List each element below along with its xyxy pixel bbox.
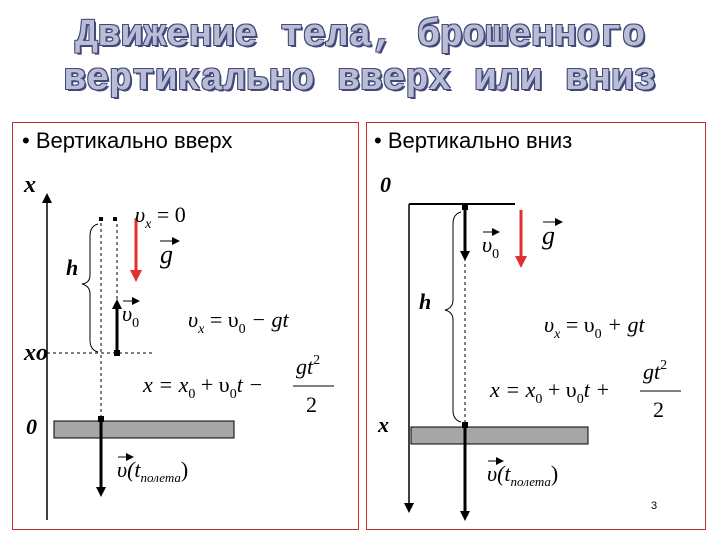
left-final-velocity: $\upsilon(t_{полета})$ — [117, 457, 189, 485]
heading-throw-down: • Вертикально вниз — [374, 128, 573, 153]
right-eq-denominator: 2 — [653, 397, 664, 422]
page-number: 3 — [651, 500, 658, 512]
heading-throw-up: • Вертикально вверх — [22, 128, 233, 153]
right-height-brace — [445, 212, 461, 422]
left-eq-denominator: 2 — [306, 392, 317, 417]
title-line-2: вертикально вверх или вниз — [63, 58, 657, 101]
title-line-1: Движение тела, брошенного — [74, 14, 646, 57]
left-eq-numerator: $gt^2$ — [296, 353, 321, 379]
right-gravity-label: g — [542, 221, 555, 250]
left-ground — [54, 421, 234, 438]
left-start-dot — [114, 350, 120, 356]
left-gravity-label: g — [160, 240, 173, 269]
right-eq-numerator: $gt^2$ — [643, 358, 668, 384]
left-vx-top: $\upsilon_x = 0$ — [135, 202, 186, 232]
left-ground-label: 0 — [26, 414, 37, 439]
left-top-dot-1 — [99, 217, 103, 221]
left-position-equation: $x = x_0 + \upsilon_0t$ − — [143, 372, 264, 402]
left-start-label: xo — [24, 340, 48, 366]
left-top-dot-2 — [113, 217, 117, 221]
right-final-velocity: $\upsilon(t_{полета})$ — [487, 461, 559, 489]
left-velocity-equation: $\upsilon_x = \upsilon_0$ − gt — [188, 307, 289, 337]
right-velocity-equation: $\upsilon_x = \upsilon_0$ + gt — [544, 312, 645, 342]
left-v0-label: $\upsilon_0$ — [122, 301, 140, 331]
right-v0-label: $\upsilon_0$ — [482, 232, 500, 262]
right-ground — [411, 427, 588, 444]
right-origin-label: 0 — [380, 172, 391, 197]
left-height-label: h — [66, 255, 79, 280]
left-axis-label: x — [24, 172, 36, 198]
right-position-equation: $x = x_0 + \upsilon_0t$ + — [490, 377, 611, 407]
right-axis-label: x — [378, 412, 389, 437]
right-height-label: h — [419, 289, 432, 314]
left-height-brace — [82, 224, 98, 352]
